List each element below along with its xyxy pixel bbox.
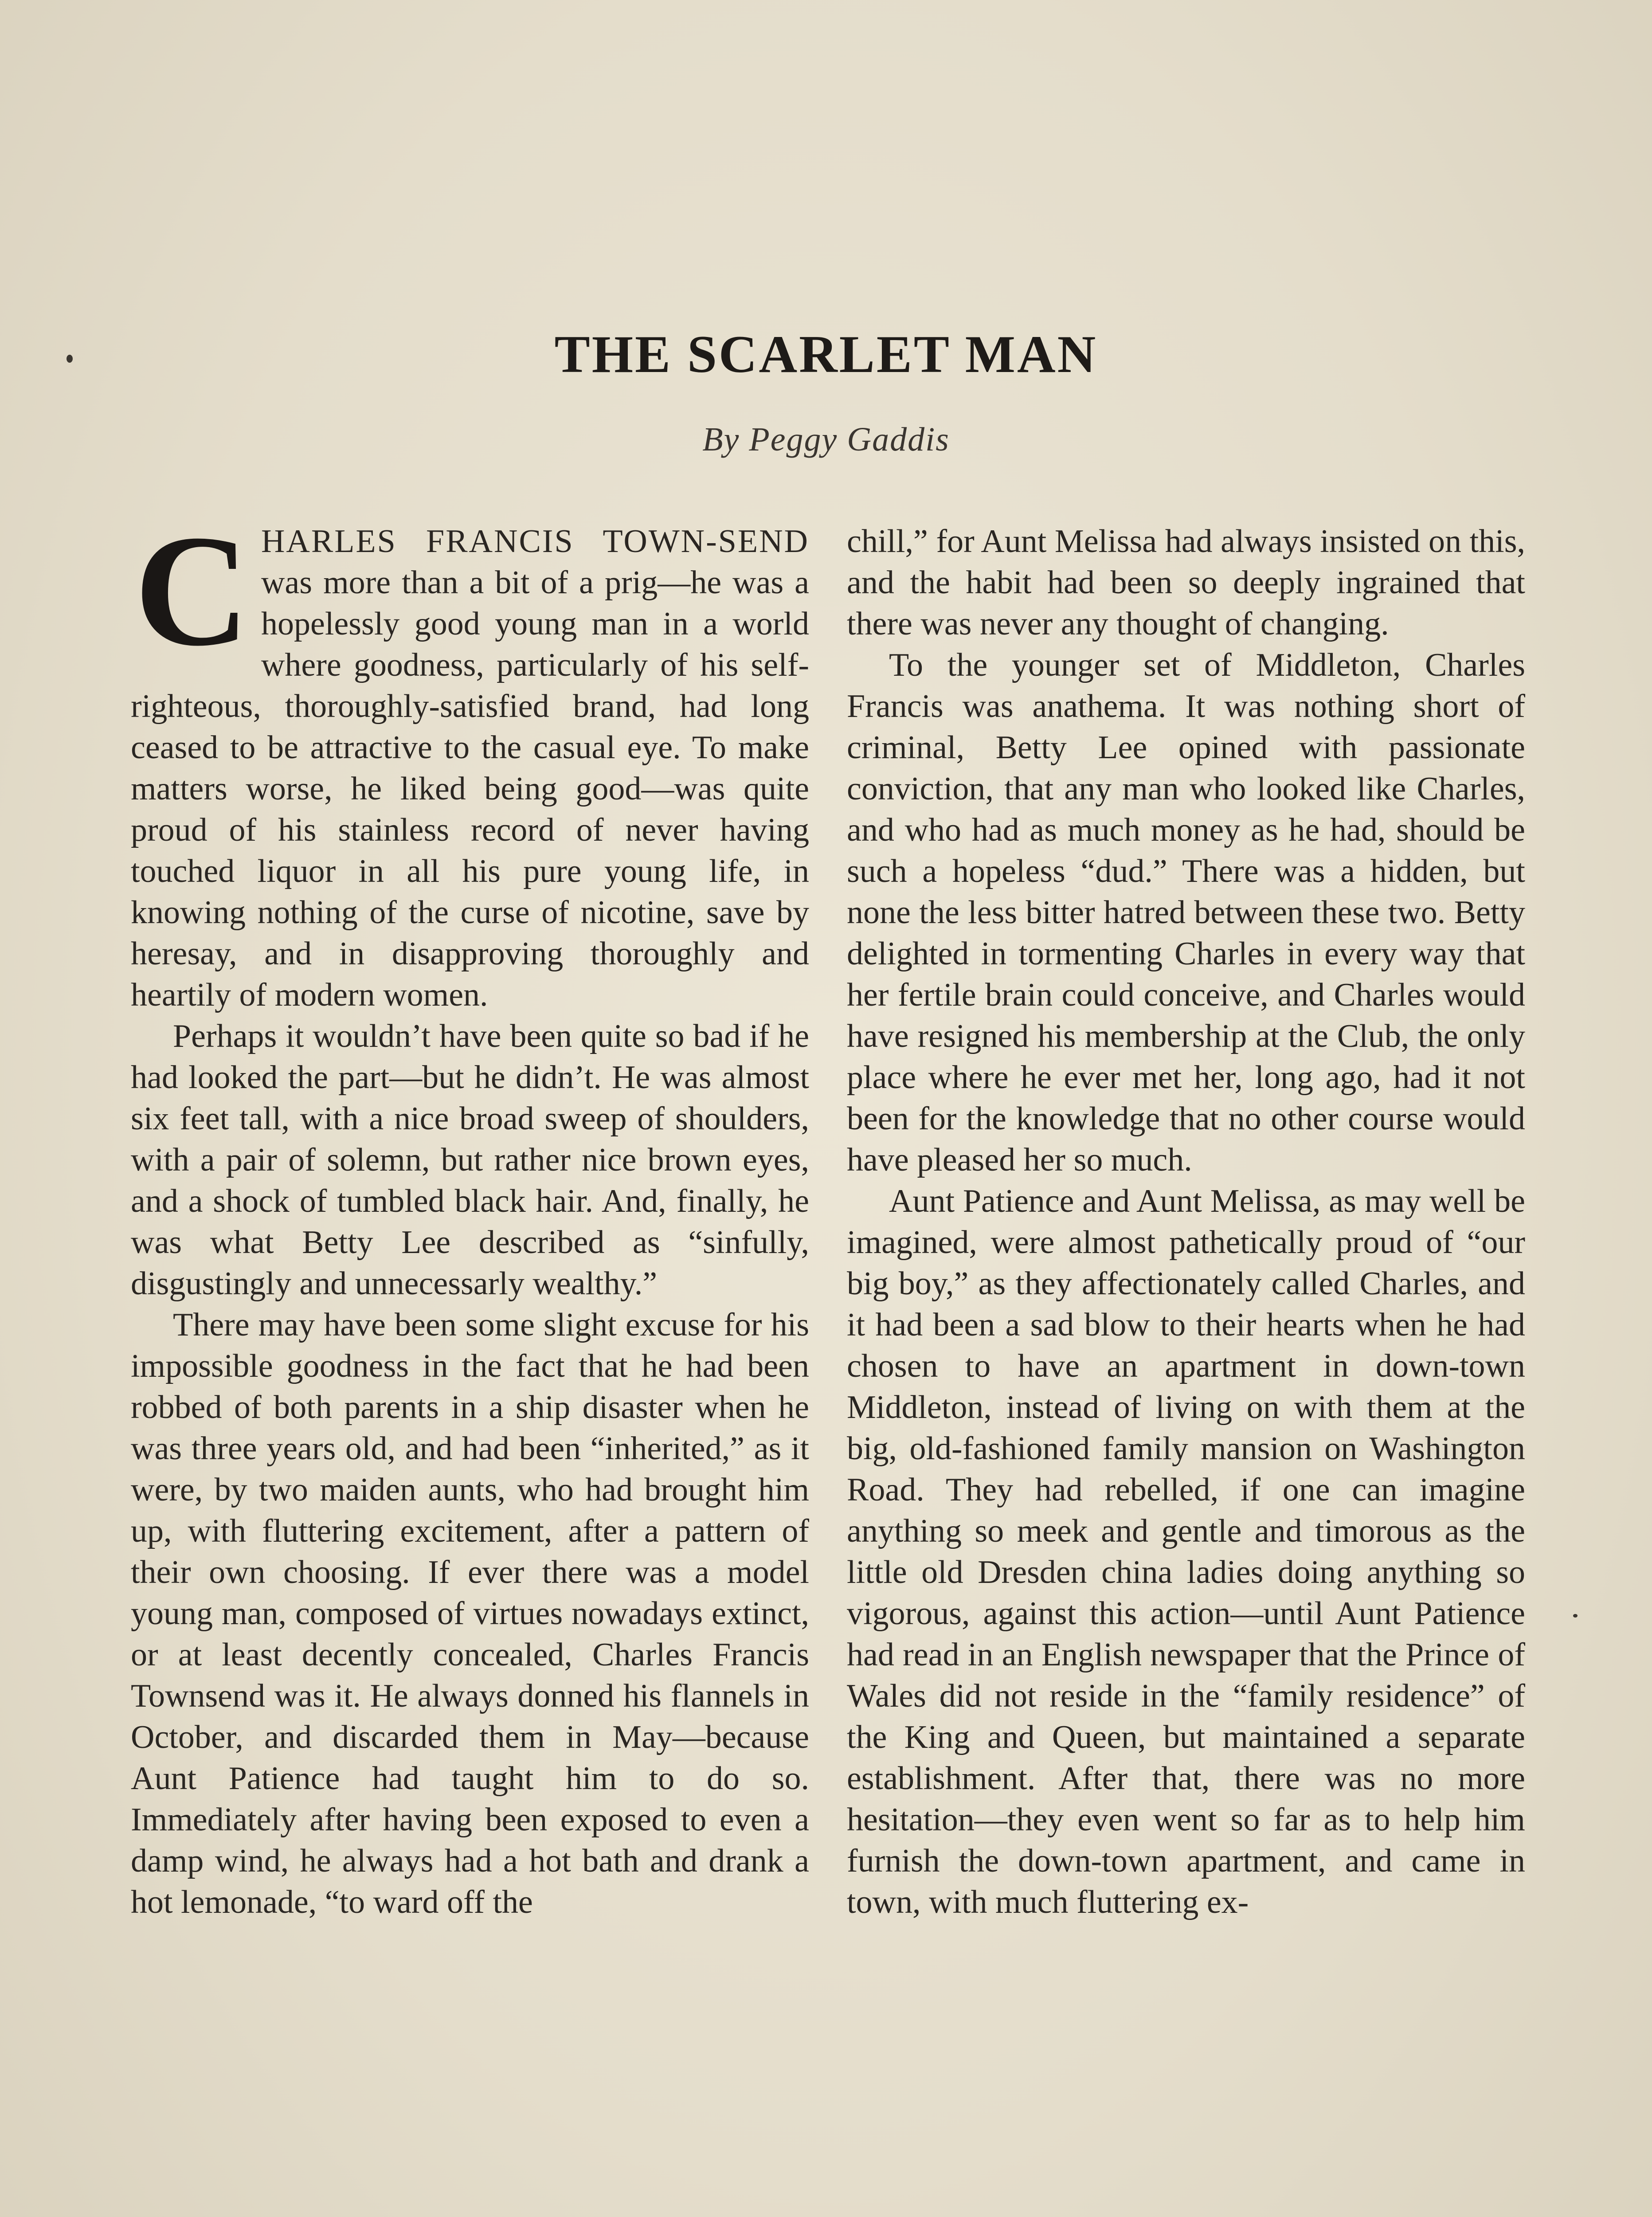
paragraph: There may have been some slight excuse for his impossible goodness in the fact that he had been robbed of both parents in a ship disaster when he was three years old, and had been “inherited,” as it were, by two maiden aunts, who had brought him up, with fluttering excitement, after a pattern of their own choosing. If ever there was a model young man, composed of virtues nowadays extinct, or at least decently concealed, Charles Francis Townsend was it. He always donned his flannels in October, and discarded them in May—because Aunt Patience had taught him to do so. Immediately after having been exposed to even a damp wind, he always had a hot bath and drank a hot lemonade, “to ward off the	[131, 1307, 809, 1920]
paragraph: Aunt Patience and Aunt Melissa, as may well be imagined, were almost pathetically proud of “our big boy,” as they affectionately called Charles, and it had been a sad blow to their hearts when he had chosen to have an apartment in down-town Middleton, instead of living on with them at the big, old-fashioned family mansion on Washington Road. They had rebelled, if one can imagine anything so meek and gentle and timorous as the little old Dresden china ladies doing anything so vigorous, against this action—until Aunt Patience had read in an English newspaper that the Prince of Wales did not reside in the “family residence” of the King and Queen, but maintained a separate establishment. After that, there was no more hesitation—they even went so far as to help him furnish the down-town apartment, and came in town, with much fluttering ex-	[847, 1183, 1525, 1920]
ink-speck	[1573, 1614, 1578, 1618]
drop-cap: C	[134, 502, 250, 679]
article-title: THE SCARLET MAN	[554, 325, 1098, 384]
article-byline: By Peggy Gaddis	[702, 421, 950, 458]
paragraph: To the younger set of Middleton, Charles Francis was anathema. It was nothing short of criminal, Betty Lee opined with passionate conviction, that any man who looked like Charles, and who had as much money as he had, should be such a hopeless “dud.” There was a hidden, but none the less bitter hatred between these two. Betty delighted in tormenting Charles in every way that her fertile brain could conceive, and Charles would have resigned his membership at the Club, the only place where he ever met her, long ago, had it not been for the knowledge that no other course would have pleased her so much.	[847, 647, 1525, 1178]
opening-words: HARLES FRANCIS TOWN-SEND	[261, 523, 809, 560]
left-column	[131, 502, 809, 1923]
right-column	[847, 521, 1525, 1923]
paragraph: Perhaps it wouldn’t have been quite so bad if he had looked the part—but he didn’t. He was almost six feet tall, with a nice broad sweep of shoulders, with a pair of solemn, but rather nice brown eyes, and a shock of tumbled black hair. And, finally, he was what Betty Lee described as “sinfully, disgustingly and unnecessarly wealthy.”	[131, 1018, 809, 1302]
paragraph	[131, 502, 809, 1016]
paragraph: chill,” for Aunt Melissa had always insisted on this, and the habit had been so deeply ingrained that there was never any thought of changing.	[847, 523, 1525, 642]
paragraph-text: was more than a bit of a prig—he was a hopelessly good young man in a world where goodness, particularly of his self-righteous, thoroughly-satisfied brand, had long ceased to be attractive to the casual eye. To make matters worse, he liked being good—was quite proud of his stainless record of never having touched liquor in all his pure young life, in knowing nothing of the curse of nicotine, save by heresay, and in disapproving thoroughly and heartily of modern women.	[131, 564, 809, 1013]
